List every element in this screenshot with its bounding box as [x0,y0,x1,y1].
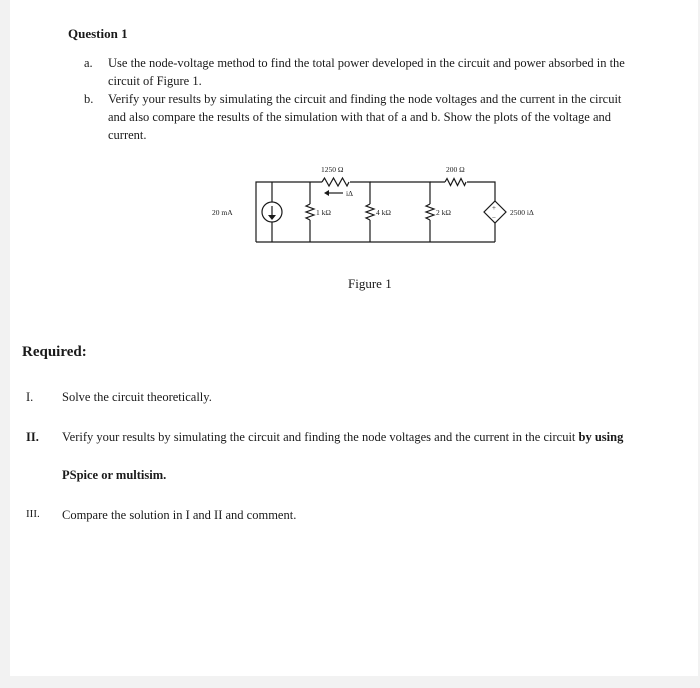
label-plus: + [492,204,496,212]
item-text: Use the node-voltage method to find the total power developed in the circuit and power absorbed in the circuit of Figure 1. [108,56,625,88]
label-2500: 2500 iΔ [510,208,534,217]
item-text-bold: by using [578,430,624,444]
left-loop-wire [256,182,310,242]
item-text-continuation: PSpice or multisim. [62,468,167,482]
label-idelta: iΔ [346,189,353,198]
item-text: Verify your results by simulating the circuit and finding the node voltages and the current in the circuit and also compare the results of the simulation with that of a and b. Show the plots of the voltage and current. [108,92,622,142]
resistor-2k [426,204,434,220]
label-200: 200 Ω [446,165,465,174]
label-1k: 1 kΩ [316,208,331,217]
item-text-plain: Verify your results by simulating the circuit and finding the node voltages and the current in the circuit [62,430,579,444]
item-marker: a. [84,56,93,70]
item-marker: II. [26,430,39,444]
figure-caption: Figure 1 [348,276,392,291]
arrow-down-icon [268,215,276,220]
required-heading: Required: [22,344,87,360]
circuit-diagram [200,158,560,268]
item-marker: I. [26,390,34,404]
item-text: Solve the circuit theoretically. [62,390,212,404]
resistor-1k [306,204,314,220]
item-text [62,430,623,445]
resistor-1250 [322,178,349,186]
resistor-4k [366,204,374,220]
document-page [10,0,698,676]
arrow-left-icon [324,190,329,196]
item-marker: b. [84,92,94,106]
label-1250: 1250 Ω [321,165,344,174]
label-20mA: 20 mA [212,208,233,217]
item-marker: III. [26,508,40,520]
question-title: Question 1 [68,26,128,41]
label-minus: − [492,214,496,222]
label-2k: 2 kΩ [436,208,451,217]
item-text: Compare the solution in I and II and comment. [62,508,297,522]
resistor-200 [445,179,466,186]
label-4k: 4 kΩ [376,208,391,217]
